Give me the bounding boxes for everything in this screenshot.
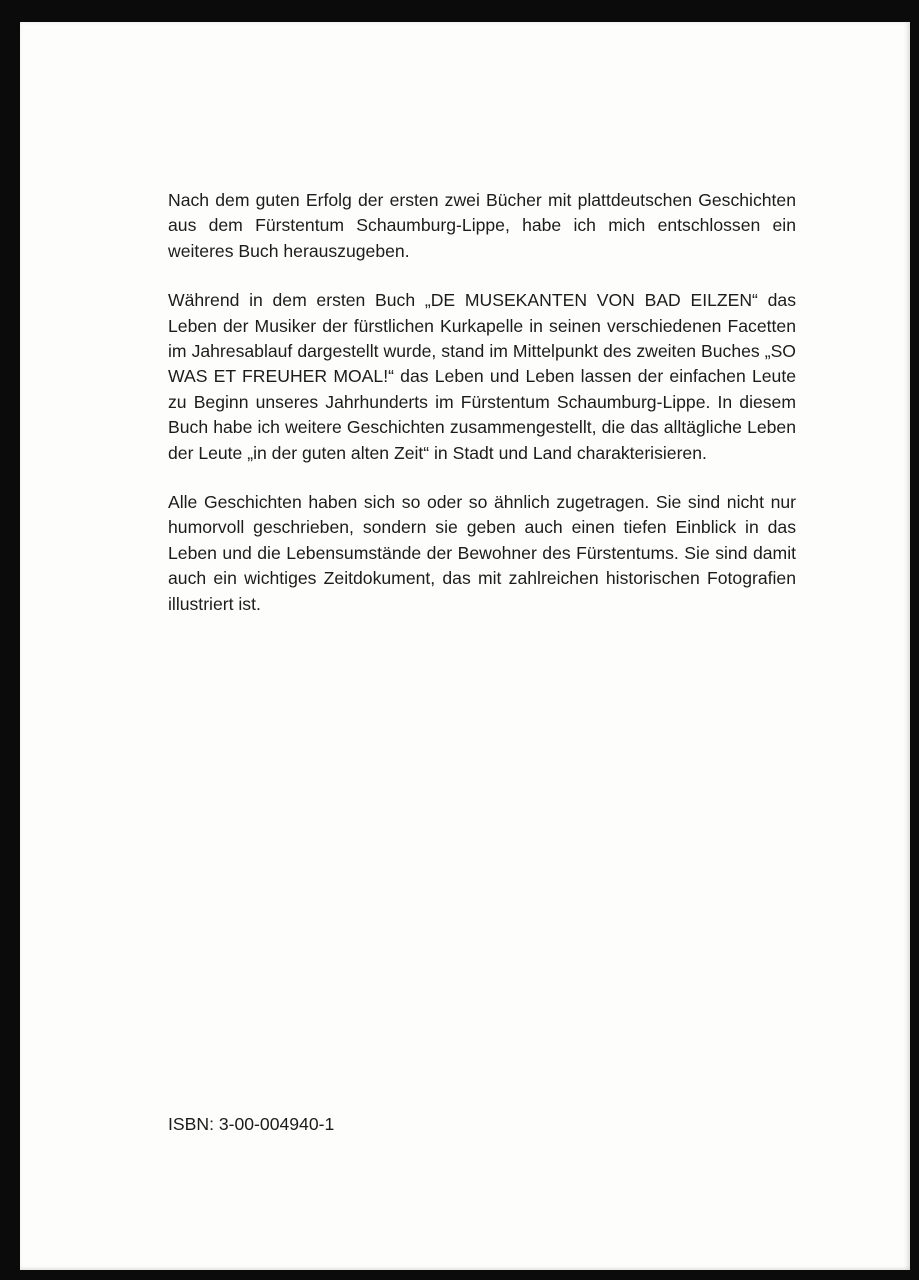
isbn-number: ISBN: 3-00-004940-1: [168, 1114, 335, 1134]
blurb-paragraph-2: Während in dem ersten Buch „DE MUSEKANTEN VON BAD EILZEN“ das Leben der Musiker der fürstlichen Kurkapelle in seinen verschiedenen Facetten im Jahresablauf dargestellt wurde, stand im Mittelpunkt des zweiten Buches „SO WAS ET FREUHER MOAL!“ das Leben und Leben lassen der einfachen Leute zu Beginn unseres Jahrhunderts im Fürstentum Schaumburg-Lippe. In diesem Buch habe ich weitere Geschichten zusammengestellt, die das alltägliche Leben der Leute „in der guten alten Zeit“ in Stadt und Land charakterisieren.: [168, 290, 796, 463]
blurb-paragraph-3: Alle Geschichten haben sich so oder so ähnlich zugetragen. Sie sind nicht nur humorvoll geschrieben, sondern sie geben auch einen tiefen Einblick in das Leben und die Lebensumstände der Bewohner des Fürstentums. Sie sind damit auch ein wichtiges Zeitdokument, das mit zahlreichen historischen Fotografien illustriert ist.: [168, 492, 796, 614]
blurb-paragraph-1: Nach dem guten Erfolg der ersten zwei Bücher mit plattdeutschen Geschichten aus dem Fürstentum Schaumburg-Lippe, habe ich mich entschlossen ein weiteres Buch herauszugeben.: [168, 190, 796, 261]
book-back-cover: [20, 22, 910, 1270]
blurb-text: [168, 188, 796, 641]
